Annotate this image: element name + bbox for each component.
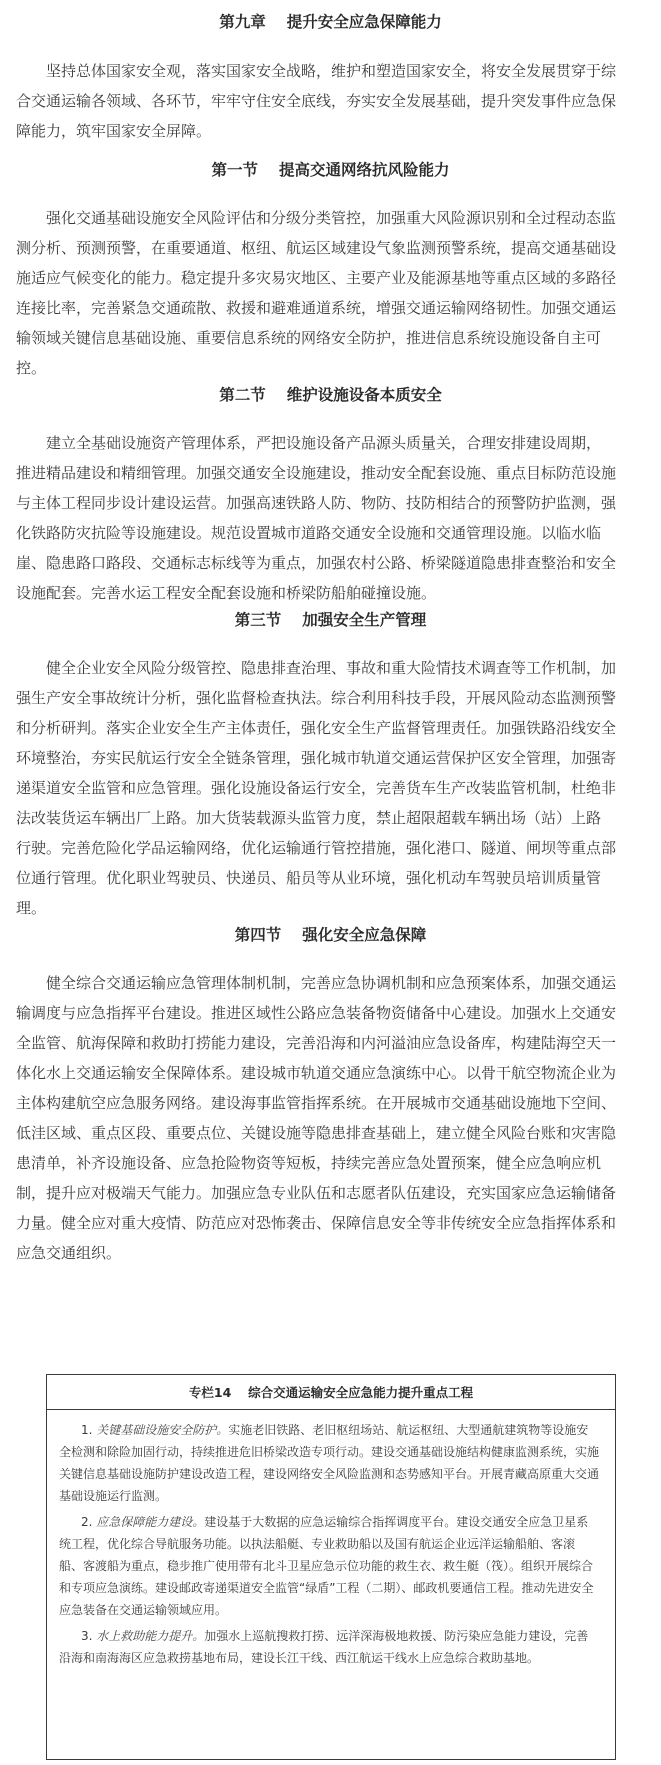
- section-2-body: [16, 428, 658, 608]
- text-line: 输领域关键信息基础设施、重要信息系统的网络安全防护，推进信息系统设施设备自主可: [16, 329, 602, 347]
- text-line: 应急装备在交通运输领域应用。: [59, 1603, 228, 1617]
- chapter-title: 第九章 提升安全应急保障能力: [219, 13, 442, 31]
- item-keyword: 应急保障能力建设。: [96, 1515, 205, 1529]
- feature-item-1: [59, 1419, 607, 1441]
- chapter-intro: [16, 56, 658, 146]
- section-2-title: 第二节 维护设施设备本质安全: [219, 386, 442, 404]
- text-line: 位通行管理。优化职业驾驶员、快递员、船员等从业环境，强化机动车驾驶员培训质量管: [16, 869, 602, 887]
- text-line: 低洼区域、重点区段、重要点位、关键设施等隐患排查基础上，建立健全风险台账和灾害隐: [16, 1124, 617, 1142]
- text-line: 全监管、航海保障和救助打捞能力建设，完善沿海和内河溢油应急设备库，构建陆海空天一: [16, 1034, 617, 1052]
- text-line: 制，提升应对极端天气能力。加强应急专业队伍和志愿者队伍建设，充实国家应急运输储备: [16, 1184, 617, 1202]
- section-3-title: 第三节 加强安全生产管理: [234, 611, 427, 629]
- text-line: 测分析、预测预警，在重要通道、枢纽、航运区域建设气象监测预警系统，提高交通基础设: [16, 239, 617, 257]
- text-line: 基础设施运行监测。: [59, 1489, 168, 1503]
- text-line: 患清单，补齐设施设备、应急抢险物资等短板，持续完善应急处置预案，健全应急响应机: [16, 1154, 602, 1172]
- item-text: 实施老旧铁路、老旧枢纽场站、航运枢纽、大型通航建筑物等设施安: [228, 1423, 589, 1437]
- item-text: 加强水上巡航搜救打捞、远洋深海极地救援、防污染应急能力建设，完善: [204, 1629, 589, 1643]
- text-line: 控。: [16, 359, 47, 377]
- text-line: 关键信息基础设施防护建设改造工程，建设网络安全风险监测和态势感知平台。开展青藏高原重大交通: [59, 1467, 600, 1481]
- text-line: 输调度与应急指挥平台建设。推进区域性公路应急装备物资储备中心建设。加强水上交通安: [16, 1004, 617, 1022]
- text-line: 崖、隐患路口路段、交通标志标线等为重点，加强农村公路、桥梁隧道隐患排查整治和安全: [16, 554, 617, 572]
- text-line: 全检测和除险加固行动，持续推进危旧桥梁改造专项行动。建设交通基础设施结构健康监测系统，实施: [59, 1445, 600, 1459]
- text-line: 体化水上交通运输安全保障体系。建设城市轨道交通应急演练中心。以骨干航空物流企业为: [16, 1064, 617, 1082]
- text-line: 推进精品建设和精细管理。加强交通安全设施建设，推动安全配套设施、重点目标防范设施: [16, 464, 617, 482]
- text-line: 健全综合交通运输应急管理体制机制，完善应急协调机制和应急预案体系，加强交通运: [16, 974, 617, 992]
- section-4-body: [16, 968, 658, 1268]
- text-line: 行驶。完善危险化学品运输网络，优化运输通行管控措施，强化港口、隧道、闸坝等重点部: [16, 839, 617, 857]
- text-line: 建立全基础设施资产管理体系，严把设施设备产品源头质量关，合理安排建设周期，: [16, 434, 602, 452]
- feature-box-body: [59, 1419, 607, 1669]
- section-1-body: [16, 203, 658, 383]
- section-3-body: [16, 653, 658, 923]
- text-line: 坚持总体国家安全观，落实国家安全战略，维护和塑造国家安全，将安全发展贯穿于综: [16, 62, 617, 80]
- text-line: 障能力，筑牢国家安全屏障。: [16, 122, 212, 140]
- item-keyword: 关键基础设施安全防护。: [96, 1423, 229, 1437]
- feature-item-3: [59, 1625, 607, 1647]
- text-line: 应急交通组织。: [16, 1244, 122, 1262]
- text-line: 递渠道安全监管和应急管理。强化设施设备运行安全，完善货车生产改装监管机制，杜绝非: [16, 779, 617, 797]
- text-line: 和分析研判。落实企业安全生产主体责任，强化安全生产监督管理责任。加强铁路沿线安全: [16, 719, 617, 737]
- text-line: 化铁路防灾抗险等设施建设。规范设置城市道路交通安全设施和交通管理设施。以临水临: [16, 524, 602, 542]
- item-keyword: 水上救助能力提升。: [96, 1629, 205, 1643]
- text-line: 施适应气候变化的能力。稳定提升多灾易灾地区、主要产业及能源基地等重点区域的多路径: [16, 269, 617, 287]
- text-line: 强生产安全事故统计分析，强化监督检查执法。综合利用科技手段，开展风险动态监测预警: [16, 689, 617, 707]
- text-line: 沿海和南海海区应急救捞基地布局，建设长江干线、西江航运干线水上应急综合救助基地。: [59, 1651, 540, 1665]
- section-4-title: 第四节 强化安全应急保障: [234, 926, 427, 944]
- item-number: 2.: [81, 1515, 97, 1529]
- text-line: 船、客渡船为重点，稳步推广使用带有北斗卫星应急示位功能的救生衣、救生艇（筏）。组织开展综合: [59, 1559, 594, 1573]
- text-line: 与主体工程同步设计建设运营。加强高速铁路人防、物防、技防相结合的预警防护监测，强: [16, 494, 617, 512]
- text-line: 强化交通基础设施安全风险评估和分级分类管控，加强重大风险源识别和全过程动态监: [16, 209, 617, 227]
- text-line: 环境整治，夯实民航运行安全全链条管理，强化城市轨道交通运营保护区安全管理，加强寄: [16, 749, 617, 767]
- text-line: 和专项应急演练。建设邮政寄递渠道安全监管“绿盾”工程（二期）、邮政机要通信工程。推动先进安全: [59, 1581, 594, 1595]
- section-1-title: 第一节 提高交通网络抗风险能力: [211, 161, 450, 179]
- text-line: 健全企业安全风险分级管控、隐患排查治理、事故和重大险情技术调查等工作机制，加: [16, 659, 617, 677]
- text-line: 力量。健全应对重大疫情、防范应对恐怖袭击、保障信息安全等非传统安全应急指挥体系和: [16, 1214, 617, 1232]
- item-number: 1.: [81, 1423, 97, 1437]
- text-line: 法改装货运车辆出厂上路。加大货装载源头监管力度，禁止超限超载车辆出场（站）上路: [16, 809, 602, 827]
- text-line: 统工程，优化综合导航服务功能。以执法船艇、专业救助船以及国有航运企业远洋运输船舶、客滚: [59, 1537, 576, 1551]
- feature-item-2: [59, 1511, 607, 1533]
- text-line: 合交通运输各领域、各环节，牢牢守住安全底线，夯实安全发展基础，提升突发事件应急保: [16, 92, 617, 110]
- text-line: 设施配套。完善水运工程安全配套设施和桥梁防船舶碰撞设施。: [16, 584, 437, 602]
- text-line: 理。: [16, 899, 47, 917]
- text-line: 连接比率，完善紧急交通疏散、救援和避难通道系统，增强交通运输网络韧性。加强交通运: [16, 299, 617, 317]
- feature-box: [46, 1374, 616, 1760]
- text-line: 主体构建航空应急服务网络。建设海事监管指挥系统。在开展城市交通基础设施地下空间、: [16, 1094, 617, 1112]
- item-text: 建设基于大数据的应急运输综合指挥调度平台。建设交通安全应急卫星系: [204, 1515, 589, 1529]
- feature-box-title: 专栏14 综合交通运输安全应急能力提升重点工程: [47, 1375, 615, 1410]
- item-number: 3.: [81, 1629, 97, 1643]
